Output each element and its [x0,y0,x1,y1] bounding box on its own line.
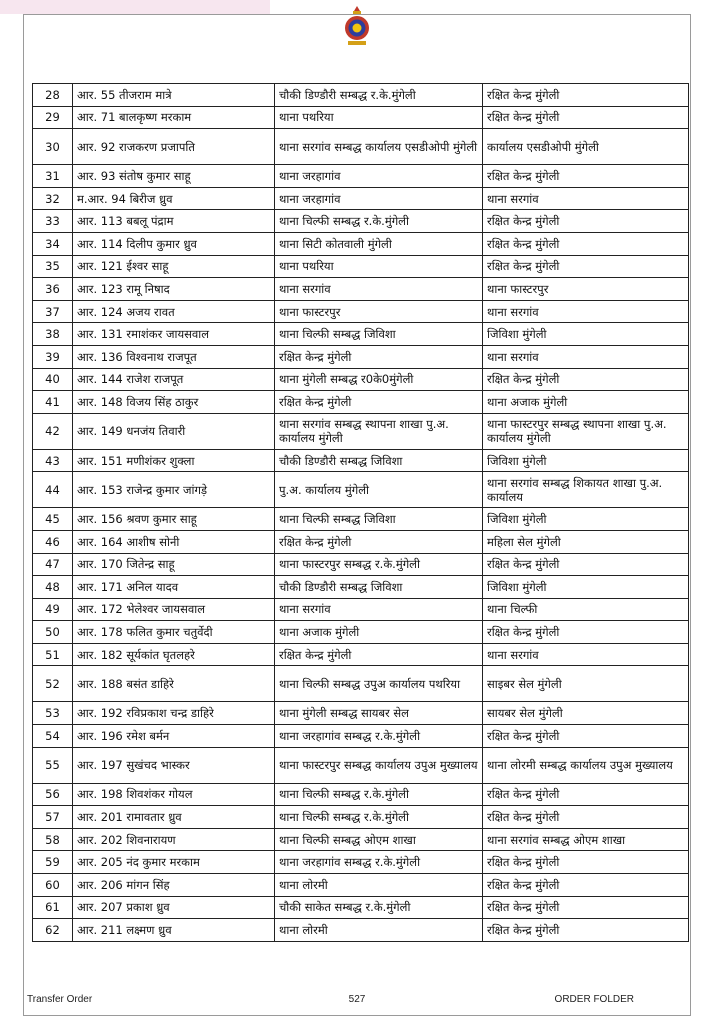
cell-from: थाना चिल्फी सम्बद्ध र.के.मुंगेली [275,806,483,829]
table-row [33,508,689,531]
cell-serial: 43 [33,449,73,472]
cell-to: रक्षित केन्द्र मुंगेली [483,368,689,391]
cell-to: रक्षित केन्द्र मुंगेली [483,783,689,806]
cell-to: थाना फास्टरपुर सम्बद्ध स्थापना शाखा पु.अ. कार्यालय मुंगेली [483,413,689,449]
table-row [33,725,689,748]
cell-name: आर. 182 सूर्यकांत घृतलहरे [73,643,275,666]
cell-to: रक्षित केन्द्र मुंगेली [483,553,689,576]
cell-serial: 38 [33,323,73,346]
cell-from: रक्षित केन्द्र मुंगेली [275,345,483,368]
cell-to: जिविशा मुंगेली [483,449,689,472]
table-row [33,919,689,942]
cell-from: थाना जरहागांव सम्बद्ध र.के.मुंगेली [275,725,483,748]
cell-from: थाना चिल्फी सम्बद्ध र.के.मुंगेली [275,210,483,233]
table-row [33,806,689,829]
table-row [33,598,689,621]
table-row [33,187,689,210]
cell-to: साइबर सेल मुंगेली [483,666,689,702]
cell-from: थाना मुंगेली सम्बद्ध सायबर सेल [275,702,483,725]
cell-from: थाना पथरिया [275,255,483,278]
cell-from: थाना जरहागांव [275,187,483,210]
cell-name: म.आर. 94 बिरीज ध्रुव [73,187,275,210]
cell-serial: 45 [33,508,73,531]
cell-from: चौकी डिण्डौरी सम्बद्ध जिविशा [275,576,483,599]
table-row [33,232,689,255]
table-row [33,643,689,666]
table-row [33,278,689,301]
cell-serial: 29 [33,106,73,129]
cell-serial: 28 [33,84,73,107]
cell-name: आर. 164 आशीष सोनी [73,530,275,553]
cell-name: आर. 55 तीजराम मात्रे [73,84,275,107]
cell-to: थाना सरगांव [483,300,689,323]
table-row [33,621,689,644]
cell-to: थाना सरगांव [483,187,689,210]
cell-name: आर. 124 अजय रावत [73,300,275,323]
cell-serial: 49 [33,598,73,621]
cell-from: रक्षित केन्द्र मुंगेली [275,391,483,414]
cell-from: थाना सरगांव सम्बद्ध स्थापना शाखा पु.अ. कार्यालय मुंगेली [275,413,483,449]
table-row [33,129,689,165]
cell-name: आर. 172 भेलेश्वर जायसवाल [73,598,275,621]
table-row [33,345,689,368]
cell-serial: 31 [33,165,73,188]
cell-from: थाना अजाक मुंगेली [275,621,483,644]
cell-serial: 53 [33,702,73,725]
table-row [33,851,689,874]
cell-serial: 48 [33,576,73,599]
cell-serial: 62 [33,919,73,942]
cell-name: आर. 131 रमाशंकर जायसवाल [73,323,275,346]
cell-name: आर. 196 रमेश बर्मन [73,725,275,748]
table-row [33,368,689,391]
cell-name: आर. 201 रामावतार ध्रुव [73,806,275,829]
cell-to: थाना अजाक मुंगेली [483,391,689,414]
cell-from: पु.अ. कार्यालय मुंगेली [275,472,483,508]
cell-serial: 40 [33,368,73,391]
cell-from: चौकी साकेत सम्बद्ध र.के.मुंगेली [275,896,483,919]
table-row [33,576,689,599]
cell-name: आर. 144 राजेश राजपूत [73,368,275,391]
cell-serial: 32 [33,187,73,210]
table-row [33,747,689,783]
cell-from: थाना मुंगेली सम्बद्ध र0के0मुंगेली [275,368,483,391]
cell-serial: 41 [33,391,73,414]
cell-to: रक्षित केन्द्र मुंगेली [483,84,689,107]
cell-name: आर. 123 रामू निषाद [73,278,275,301]
cell-from: थाना लोरमी [275,874,483,897]
cell-serial: 36 [33,278,73,301]
cell-to: रक्षित केन्द्र मुंगेली [483,851,689,874]
cell-to: कार्यालय एसडीओपी मुंगेली [483,129,689,165]
table-row [33,255,689,278]
cell-name: आर. 211 लक्ष्मण ध्रुव [73,919,275,942]
cell-name: आर. 93 संतोष कुमार साहू [73,165,275,188]
cell-serial: 59 [33,851,73,874]
cell-to: रक्षित केन्द्र मुंगेली [483,255,689,278]
table-row [33,874,689,897]
cell-serial: 60 [33,874,73,897]
cell-name: आर. 121 ईश्वर साहू [73,255,275,278]
cell-from: थाना जरहागांव [275,165,483,188]
cell-name: आर. 206 मांगन सिंह [73,874,275,897]
cell-name: आर. 148 विजय सिंह ठाकुर [73,391,275,414]
cell-serial: 46 [33,530,73,553]
header-tint [0,0,270,14]
cell-to: महिला सेल मुंगेली [483,530,689,553]
cell-from: रक्षित केन्द्र मुंगेली [275,530,483,553]
cell-to: रक्षित केन्द्र मुंगेली [483,919,689,942]
footer-right: ORDER FOLDER [554,994,634,1005]
cell-to: थाना फास्टरपुर [483,278,689,301]
cell-to: जिविशा मुंगेली [483,508,689,531]
cell-serial: 44 [33,472,73,508]
table-row [33,210,689,233]
cell-name: आर. 192 रविप्रकाश चन्द्र डाहिरे [73,702,275,725]
cell-from: थाना सिटी कोतवाली मुंगेली [275,232,483,255]
cell-name: आर. 198 शिवशंकर गोयल [73,783,275,806]
table-row [33,553,689,576]
cell-serial: 30 [33,129,73,165]
cell-from: चौकी डिण्डौरी सम्बद्ध जिविशा [275,449,483,472]
cell-to: रक्षित केन्द्र मुंगेली [483,874,689,897]
cell-to: थाना चिल्फी [483,598,689,621]
cell-serial: 37 [33,300,73,323]
cell-from: थाना चिल्फी सम्बद्ध जिविशा [275,323,483,346]
cell-serial: 50 [33,621,73,644]
cell-to: सायबर सेल मुंगेली [483,702,689,725]
cell-to: रक्षित केन्द्र मुंगेली [483,621,689,644]
cell-from: थाना सरगांव [275,598,483,621]
cell-serial: 55 [33,747,73,783]
table-row [33,702,689,725]
cell-serial: 56 [33,783,73,806]
table-row [33,84,689,107]
cell-from: चौकी डिण्डौरी सम्बद्ध र.के.मुंगेली [275,84,483,107]
table-row [33,828,689,851]
cell-name: आर. 197 सुखंचद भास्कर [73,747,275,783]
cell-name: आर. 178 फलित कुमार चतुर्वेदी [73,621,275,644]
cell-serial: 33 [33,210,73,233]
table-row [33,530,689,553]
table-row [33,896,689,919]
cell-name: आर. 92 राजकरण प्रजापति [73,129,275,165]
cell-serial: 61 [33,896,73,919]
cell-from: थाना लोरमी [275,919,483,942]
page-number: 527 [348,994,366,1005]
cell-from: थाना फास्टरपुर [275,300,483,323]
cell-to: जिविशा मुंगेली [483,323,689,346]
cell-name: आर. 113 बबलू पंद्राम [73,210,275,233]
cell-name: आर. 202 शिवनारायण [73,828,275,851]
cell-to: थाना सरगांव [483,643,689,666]
cell-from: थाना सरगांव सम्बद्ध कार्यालय एसडीओपी मुंगेली [275,129,483,165]
cell-from: थाना सरगांव [275,278,483,301]
cell-name: आर. 153 राजेन्द्र कुमार जांगड़े [73,472,275,508]
table-row [33,666,689,702]
cell-name: आर. 151 मणीशंकर शुक्ला [73,449,275,472]
cell-serial: 58 [33,828,73,851]
cell-serial: 47 [33,553,73,576]
cell-from: थाना जरहागांव सम्बद्ध र.के.मुंगेली [275,851,483,874]
cell-serial: 42 [33,413,73,449]
cell-to: थाना सरगांव [483,345,689,368]
table-row [33,472,689,508]
table-row [33,449,689,472]
cell-serial: 57 [33,806,73,829]
cell-to: थाना सरगांव सम्बद्ध ओएम शाखा [483,828,689,851]
table-row [33,783,689,806]
cell-name: आर. 170 जितेन्द्र साहू [73,553,275,576]
cell-serial: 34 [33,232,73,255]
cell-to: रक्षित केन्द्र मुंगेली [483,896,689,919]
cell-from: थाना चिल्फी सम्बद्ध ओएम शाखा [275,828,483,851]
cell-serial: 54 [33,725,73,748]
cell-name: आर. 188 बसंत डाहिरे [73,666,275,702]
cell-name: आर. 156 श्रवण कुमार साहू [73,508,275,531]
cell-from: थाना चिल्फी सम्बद्ध उपुअ कार्यालय पथरिया [275,666,483,702]
cell-from: रक्षित केन्द्र मुंगेली [275,643,483,666]
cell-to: रक्षित केन्द्र मुंगेली [483,232,689,255]
cell-to: थाना सरगांव सम्बद्ध शिकायत शाखा पु.अ. कार्यालय [483,472,689,508]
cell-to: रक्षित केन्द्र मुंगेली [483,106,689,129]
cell-from: थाना चिल्फी सम्बद्ध र.के.मुंगेली [275,783,483,806]
cell-from: थाना फास्टरपुर सम्बद्ध र.के.मुंगेली [275,553,483,576]
cell-to: रक्षित केन्द्र मुंगेली [483,725,689,748]
table-row [33,323,689,346]
cell-name: आर. 171 अनिल यादव [73,576,275,599]
cell-serial: 52 [33,666,73,702]
cell-name: आर. 205 नंद कुमार मरकाम [73,851,275,874]
cell-name: आर. 136 विश्वनाथ राजपूत [73,345,275,368]
cell-to: जिविशा मुंगेली [483,576,689,599]
cell-name: आर. 114 दिलीप कुमार ध्रुव [73,232,275,255]
cell-name: आर. 149 धनजंय तिवारी [73,413,275,449]
cell-from: थाना फास्टरपुर सम्बद्ध कार्यालय उपुअ मुख्यालय [275,747,483,783]
cell-serial: 35 [33,255,73,278]
cell-serial: 39 [33,345,73,368]
cell-to: रक्षित केन्द्र मुंगेली [483,806,689,829]
table-row [33,300,689,323]
cell-name: आर. 71 बालकृष्ण मरकाम [73,106,275,129]
table-row [33,165,689,188]
transfer-table [32,83,689,942]
footer-left: Transfer Order [27,994,93,1005]
cell-to: रक्षित केन्द्र मुंगेली [483,210,689,233]
cell-serial: 51 [33,643,73,666]
cell-from: थाना पथरिया [275,106,483,129]
table-row [33,391,689,414]
cell-from: थाना चिल्फी सम्बद्ध जिविशा [275,508,483,531]
table-row [33,413,689,449]
cell-to: थाना लोरमी सम्बद्ध कार्यालय उपुअ मुख्यालय [483,747,689,783]
cell-name: आर. 207 प्रकाश ध्रुव [73,896,275,919]
table-row [33,106,689,129]
cell-to: रक्षित केन्द्र मुंगेली [483,165,689,188]
